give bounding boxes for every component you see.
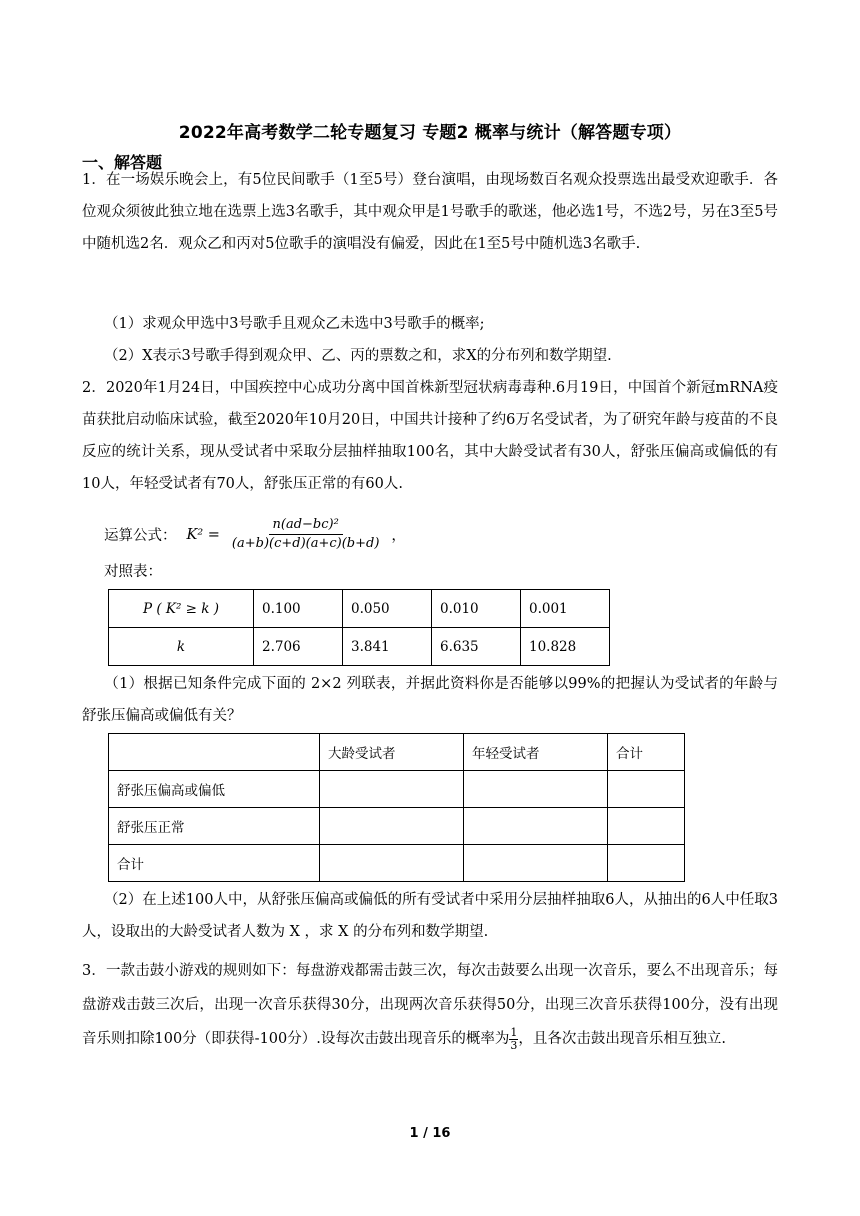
fraction-numerator: 1 (510, 1025, 518, 1039)
formula (104, 516, 406, 553)
question-2-part-2 (82, 884, 778, 948)
table-cell: 6.635 (432, 628, 521, 666)
question-1-text: 1．在一场娱乐晚会上，有5位民间歌手（1至5号）登台演唱，由现场数百名观众投票选出最受欢迎歌手．各位观众须彼此独立地在选票上选3名歌手，其中观众甲是1号歌手的歌迷，他必选1号，不选2号，另在3至5号中随机选2名．观众乙和丙对5位歌手的演唱没有偏爱，因此在1至5号中随机选3名歌手. (82, 172, 778, 252)
table-cell: 舒张压偏高或偏低 (109, 771, 320, 808)
formula-tail: ， (391, 528, 406, 544)
table-cell (608, 845, 685, 882)
reference-label: 对照表： (104, 564, 162, 580)
table-cell (464, 845, 608, 882)
table-cell: 大龄受试者 (320, 734, 464, 771)
table-cell (608, 771, 685, 808)
contingency-table (108, 733, 685, 882)
critical-value-table (108, 589, 610, 666)
table-cell (320, 771, 464, 808)
table-row (109, 734, 685, 771)
table-cell: 0.010 (432, 590, 521, 628)
table-row (109, 628, 610, 666)
page-title: 2022年高考数学二轮专题复习 专题2 概率与统计（解答题专项） (178, 123, 682, 143)
table-cell: 合计 (109, 845, 320, 882)
table-cell: 0.050 (343, 590, 432, 628)
table-cell: P ( K² ≥ k ) (109, 590, 254, 628)
fraction-denominator: 3 (510, 1038, 518, 1052)
section-heading: 一、解答题 (82, 153, 163, 172)
table-cell (320, 808, 464, 845)
table-cell: 3.841 (343, 628, 432, 666)
table-cell: 年轻受试者 (464, 734, 608, 771)
table-row (109, 590, 610, 628)
question-3-text-after: ，且各次击鼓出现音乐相互独立. (518, 1031, 726, 1047)
question-1-part-1: （1）求观众甲选中3号歌手且观众乙未选中3号歌手的概率; (104, 316, 485, 332)
table-row (109, 845, 685, 882)
table-cell (608, 808, 685, 845)
table-cell: 0.100 (254, 590, 343, 628)
question-3-text (82, 954, 778, 1056)
formula-label: 运算公式： (104, 528, 177, 544)
page-number: 1 / 16 (409, 1126, 451, 1141)
formula-numerator: n(ad−bc)² (269, 516, 343, 535)
table-cell: 0.001 (521, 590, 610, 628)
question-3-text-before: 3．一款击鼓小游戏的规则如下：每盘游戏都需击鼓三次，每次击鼓要么出现一次音乐，要么不出现音乐；每盘游戏击鼓三次后，出现一次音乐获得30分，出现两次音乐获得50分，出现三次音乐获得100分，没有出现音乐则扣除100分（即获得-100分）.设每次击鼓出现音乐的概率为 (82, 963, 778, 1047)
table-row (109, 771, 685, 808)
table-cell (320, 845, 464, 882)
question-2-part-1 (82, 668, 778, 732)
table-cell: 舒张压正常 (109, 808, 320, 845)
table-cell: 10.828 (521, 628, 610, 666)
table-cell: k (109, 628, 254, 666)
table-cell: 2.706 (254, 628, 343, 666)
probability-fraction (509, 1027, 518, 1052)
question-1-part-2: （2）X表示3号歌手得到观众甲、乙、丙的票数之和，求X的分布列和数学期望. (104, 348, 612, 364)
table-cell (109, 734, 320, 771)
formula-fraction (230, 516, 382, 553)
table-cell (464, 771, 608, 808)
question-2-part-2-text: （2）在上述100人中，从舒张压偏高或偏低的所有受试者中采用分层抽样抽取6人，从抽出的6人中任取3人，设取出的大龄受试者人数为 X ，求 X 的分布列和数学期望. (82, 892, 778, 940)
question-2-text: 2．2020年1月24日，中国疾控中心成功分离中国首株新型冠状病毒毒种.6月19日，中国首个新冠mRNA疫苗获批启动临床试验，截至2020年10月20日，中国共计接种了约6万名受试者，为了研究年龄与疫苗的不良反应的统计关系，现从受试者中采取分层抽样抽取100名，其中大龄受试者有30人，舒张压偏高或偏低的有10人，年轻受试者有70人，舒张压正常的有60人. (82, 380, 778, 492)
table-cell (464, 808, 608, 845)
question-2-part-1-text: （1）根据已知条件完成下面的 2×2 列联表，并据此资料你是否能够以99%的把握认为受试者的年龄与舒张压偏高或偏低有关？ (82, 676, 778, 724)
table-row (109, 808, 685, 845)
formula-lhs: K² = (186, 526, 220, 543)
table-cell: 合计 (608, 734, 685, 771)
formula-denominator: (a+b)(c+d)(a+c)(b+d) (231, 536, 380, 551)
